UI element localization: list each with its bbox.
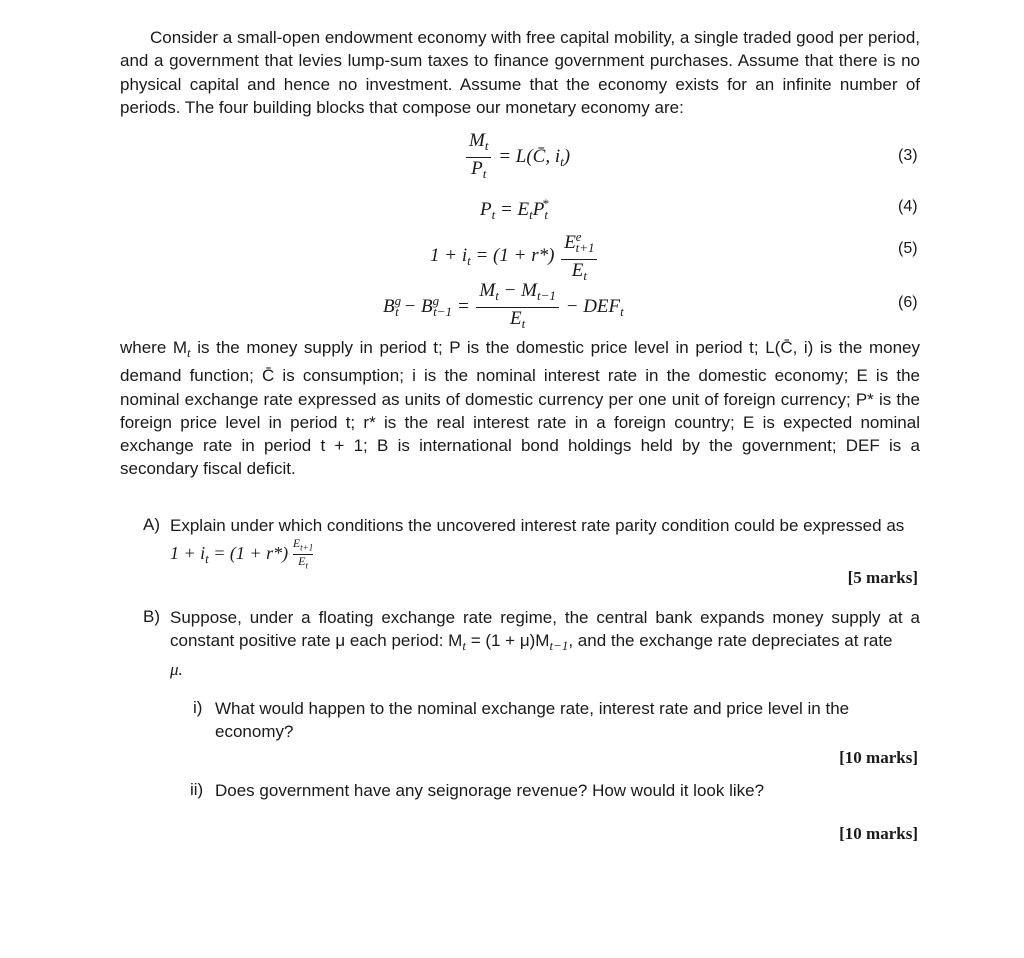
definitions-text: is the money supply in period t; P is the domestic price level in period t; L(C̄, i) is the money demand function; C̄ is consumption; i is the nominal interest rate in the domestic economy; E is the nominal exchange rate expressed as units of domestic currency per one unit of foreign currency; P* is the foreign price level in period t; r* is the real interest rate in a foreign country; E is expected nominal exchange rate in period t + 1; B is international bond holdings held by the government; DEF is a secondary fiscal deficit. [120,338,920,479]
intro-paragraph [120,26,920,119]
equation-6: $B^g_t - B^g_{t-1}$ = $\frac{M_t - M_{t-1}}{E_t}$ − $DEF_t$ (6) [0,280,1024,330]
question-a: Explain under which conditions the uncovered interest rate parity condition could be expressed as $1 + i_t = (1 + r*)$ $\frac{E_{t+1}}{E_t}$ [170,516,905,571]
equation-5: $1 + i_t = (1 + r*)$ $\frac{E^e_{t+1}}{E_t}$ (5) [0,226,1024,276]
question-b-ii-marks: [10 marks] [839,824,918,843]
equation-3: $\frac{M_t}{P_t}$ = L(C̄, $i_t$) (3) [0,130,1024,186]
question-b-ii [215,779,920,802]
equation-number: (5) [898,240,918,257]
intro-text: Consider a small-open endowment economy with free capital mobility, a single traded good per period, and a government that levies lump-sum taxes to finance government purchases. Assume that there is no physical capital and hence no investment. Assume that the economy exists for an infinite number of periods. The four building blocks that compose our monetary economy are: [120,28,920,117]
question-b-ii-text: Does government have any seignorage revenue? How would it look like? [215,781,765,800]
question-b-label: B) [143,607,160,626]
question-b-i-label: i) [193,698,203,717]
question-a-text: Explain under which conditions the uncovered interest rate parity condition could be expressed as [170,516,905,535]
question-a-label: A) [143,515,160,534]
question-b-ii-label: ii) [190,780,204,799]
question-b-i-text: What would happen to the nominal exchange rate, interest rate and price level in the economy? [215,699,850,742]
equation-number: (4) [898,198,918,215]
question-a-marks: [5 marks] [847,568,918,587]
question-b-i-marks: [10 marks] [839,748,918,767]
equation-4: $P_t = E_tP_t^*$ (4) [480,196,918,222]
equation-number: (3) [898,147,918,164]
definitions-paragraph: where $M_t$ is the money supply in period t; P is the domestic price level in period t; L(C̄, i) is the money demand function; C̄ is consumption; i is the nominal interest rate in the domestic economy; E is the nominal exchange rate expressed as units of domestic currency per one unit of foreign currency; P* is the foreign price level in period t; r* is the real interest rate in a foreign country; E is expected nominal exchange rate in period t + 1; B is international bond holdings held by the government; DEF is a secondary fiscal deficit. [120,338,920,479]
question-a-formula: $1 + i_t = (1 + r*)$ [170,542,289,566]
equation-number: (6) [898,294,918,311]
question-b-i [215,697,920,744]
question-b: Suppose, under a floating exchange rate regime, the central bank expands money supply at a constant positive rate μ each period: $M_t = (1 + \mu)M_{t-1}$, and the exchange rate depreciates at rate μ. [170,608,920,679]
